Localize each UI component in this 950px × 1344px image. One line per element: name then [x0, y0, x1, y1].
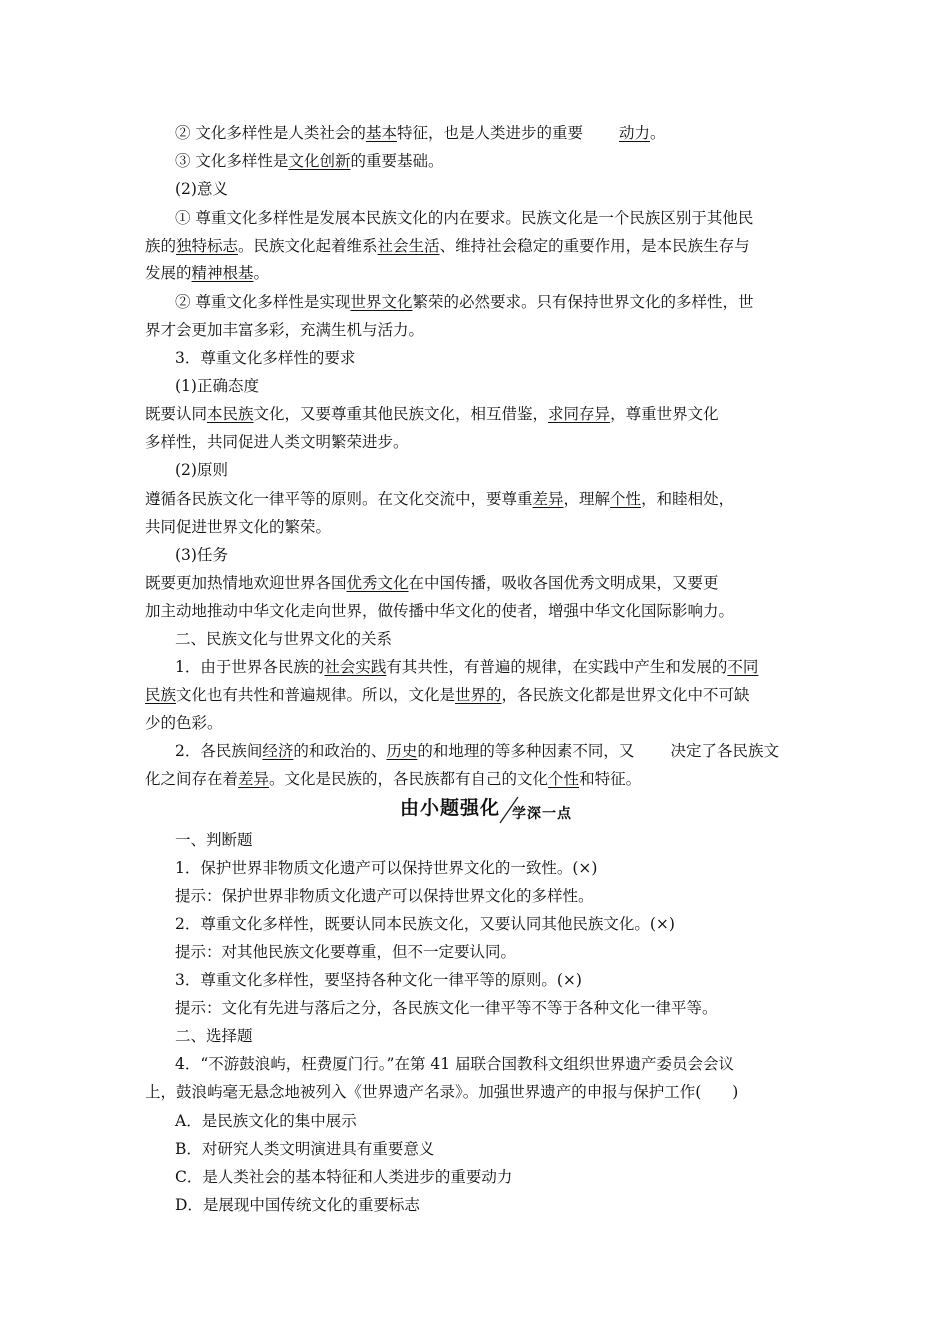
underlined-term: 世界文化	[350, 293, 413, 311]
text-line	[175, 545, 228, 565]
text-segment: 。	[253, 264, 270, 282]
text-line	[175, 208, 753, 228]
text-line	[175, 886, 594, 906]
text-line	[145, 517, 331, 537]
text-segment: 既要认同	[145, 405, 208, 423]
text-segment: 决定了各民族文	[670, 742, 779, 760]
text-line	[175, 1026, 253, 1046]
text-line	[145, 432, 409, 452]
banner-subtitle: 学深一点	[512, 806, 572, 822]
text-segment: 4．“不游鼓浪屿，枉费厦门行。”在第 41 届联合国教科文组织世界遗产委员会会议	[175, 1055, 735, 1073]
text-segment: 少的色彩。	[145, 714, 223, 732]
text-line	[175, 151, 443, 171]
text-line	[145, 573, 719, 593]
underlined-term: 精神根基	[191, 264, 254, 282]
underlined-term: 求同存异	[548, 405, 611, 423]
text-segment: 文化，又要尊重其他民族文化，相互借鉴，	[253, 405, 549, 423]
text-line	[145, 489, 734, 509]
underlined-term: 经济	[262, 742, 294, 760]
text-line	[175, 1054, 734, 1074]
text-segment: 特征，也是人类进步的重要	[396, 124, 583, 142]
underlined-term: 世界的	[455, 686, 502, 704]
text-line	[175, 657, 758, 677]
text-segment: ② 文化多样性是人类社会的	[175, 124, 366, 142]
text-segment: D．是展现中国传统文化的重要标志	[175, 1196, 420, 1214]
text-line	[175, 1111, 357, 1131]
underlined-term: 个性	[610, 490, 642, 508]
text-line	[175, 1139, 434, 1159]
text-segment: 二、选择题	[175, 1027, 253, 1045]
text-line	[175, 942, 516, 962]
text-segment: 的和政治的、	[293, 742, 387, 760]
text-line	[145, 320, 424, 340]
underlined-term: 基本	[365, 124, 397, 142]
text-line	[175, 914, 675, 934]
text-segment: 2．尊重文化多样性，既要认同本民族文化，又要认同其他民族文化。(×)	[175, 915, 675, 933]
text-segment: 1．由于世界各民族的	[175, 658, 325, 676]
text-segment: 发展的	[145, 264, 192, 282]
text-line	[175, 998, 718, 1018]
text-line	[145, 1082, 738, 1102]
text-segment: ，和睦相处，	[641, 490, 735, 508]
text-segment: 提示：保护世界非物质文化遗产可以保持世界文化的多样性。	[175, 887, 594, 905]
text-segment: (2)意义	[175, 180, 228, 198]
text-segment: 、维持社会稳定的重要作用，是本民族生存与	[439, 237, 750, 255]
text-line	[175, 376, 259, 396]
text-segment: 提示：对其他民族文化要尊重，但不一定要认同。	[175, 943, 517, 961]
text-segment: 2．各民族间	[175, 742, 263, 760]
text-segment: 一、判断题	[175, 831, 253, 849]
underlined-term: 本民族	[207, 405, 254, 423]
text-segment: 。民族文化起着维系	[238, 237, 378, 255]
text-segment: 。	[649, 124, 666, 142]
text-segment: 化之间存在着	[145, 770, 239, 788]
text-segment: 和特征。	[579, 770, 642, 788]
underlined-term: 差异	[238, 770, 270, 788]
text-segment: (3)任务	[175, 546, 228, 564]
text-segment: (2)原则	[175, 461, 228, 479]
underlined-term: 独特标志	[176, 237, 239, 255]
text-segment: ，各民族文化都是世界文化中不可缺	[501, 686, 750, 704]
underlined-term: 动力	[618, 124, 650, 142]
underlined-term: 差异	[532, 490, 564, 508]
text-line	[175, 858, 597, 878]
text-segment: 3．尊重文化多样性，要坚持各种文化一律平等的原则。(×)	[175, 971, 582, 989]
text-segment: 的和地理的等多种因素不同，又	[417, 742, 635, 760]
underlined-term: 文化创新	[288, 152, 351, 170]
text-segment: 提示：文化有先进与落后之分，各民族文化一律平等不等于各种文化一律平等。	[175, 999, 718, 1017]
text-segment: B．对研究人类文明演进具有重要意义	[175, 1140, 435, 1158]
text-segment: (1)正确态度	[175, 377, 259, 395]
text-line	[145, 236, 750, 256]
text-segment: 1．保护世界非物质文化遗产可以保持世界文化的一致性。(×)	[175, 859, 598, 877]
text-segment: 有其共性，有普遍的规律，在实践中产生和发展的	[386, 658, 728, 676]
text-segment: 多样性，共同促进人类文明繁荣进步。	[145, 433, 409, 451]
text-line	[145, 769, 641, 789]
text-segment: 既要更加热情地欢迎世界各国	[145, 574, 347, 592]
text-line	[175, 1167, 512, 1187]
text-segment: 共同促进世界文化的繁荣。	[145, 518, 332, 536]
underlined-term: 历史	[386, 742, 418, 760]
text-segment: 。文化是民族的，各民族都有自己的文化	[269, 770, 549, 788]
text-segment: 的重要基础。	[350, 152, 444, 170]
underlined-term: 不同	[727, 658, 759, 676]
text-line	[145, 685, 750, 705]
text-line	[145, 601, 734, 621]
text-segment: 繁荣的必然要求。只有保持世界文化的多样性，世	[412, 293, 754, 311]
text-line	[175, 1195, 420, 1215]
text-segment: 3．尊重文化多样性的要求	[175, 349, 356, 367]
text-segment: 族的	[145, 237, 177, 255]
text-line	[145, 404, 719, 424]
text-segment: 界才会更加丰富多彩，充满生机与活力。	[145, 321, 425, 339]
text-segment: 二、民族文化与世界文化的关系	[175, 630, 393, 648]
underlined-term: 民族	[145, 686, 177, 704]
text-segment: 遵循各民族文化一律平等的原则。在文化交流中，要尊重	[145, 490, 533, 508]
text-line	[175, 123, 666, 143]
text-segment: ，尊重世界文化	[610, 405, 719, 423]
text-line	[145, 263, 269, 283]
underlined-term: 社会实践	[324, 658, 387, 676]
text-segment: A．是民族文化的集中展示	[175, 1112, 357, 1130]
underlined-term: 社会生活	[377, 237, 440, 255]
text-line	[175, 179, 228, 199]
text-segment: C．是人类社会的基本特征和人类进步的重要动力	[175, 1168, 513, 1186]
underlined-term: 优秀文化	[346, 574, 409, 592]
text-segment: 文化也有共性和普遍规律。所以，文化是	[176, 686, 456, 704]
text-line	[175, 970, 582, 990]
text-line	[175, 460, 228, 480]
text-segment: ② 尊重文化多样性是实现	[175, 293, 351, 311]
text-segment: ③ 文化多样性是	[175, 152, 289, 170]
text-segment: 上，鼓浪屿毫无悬念地被列入《世界遗产名录》。加强世界遗产的申报与保护工作( )	[145, 1083, 739, 1101]
text-segment: 加主动地推动中华文化走向世界，做传播中华文化的使者，增强中华文化国际影响力。	[145, 602, 735, 620]
text-line	[145, 713, 223, 733]
text-line	[175, 292, 753, 312]
text-line	[175, 830, 253, 850]
text-line	[175, 741, 779, 761]
text-segment: 在中国传播，吸收各国优秀文明成果，又要更	[408, 574, 719, 592]
text-segment: ，理解	[563, 490, 611, 508]
text-line	[175, 348, 355, 368]
text-line	[175, 629, 392, 649]
underlined-term: 个性	[548, 770, 580, 788]
banner-title: 由小题强化	[400, 797, 501, 819]
text-segment: ① 尊重文化多样性是发展本民族文化的内在要求。民族文化是一个民族区别于其他民	[175, 209, 754, 227]
section-banner	[400, 793, 600, 829]
